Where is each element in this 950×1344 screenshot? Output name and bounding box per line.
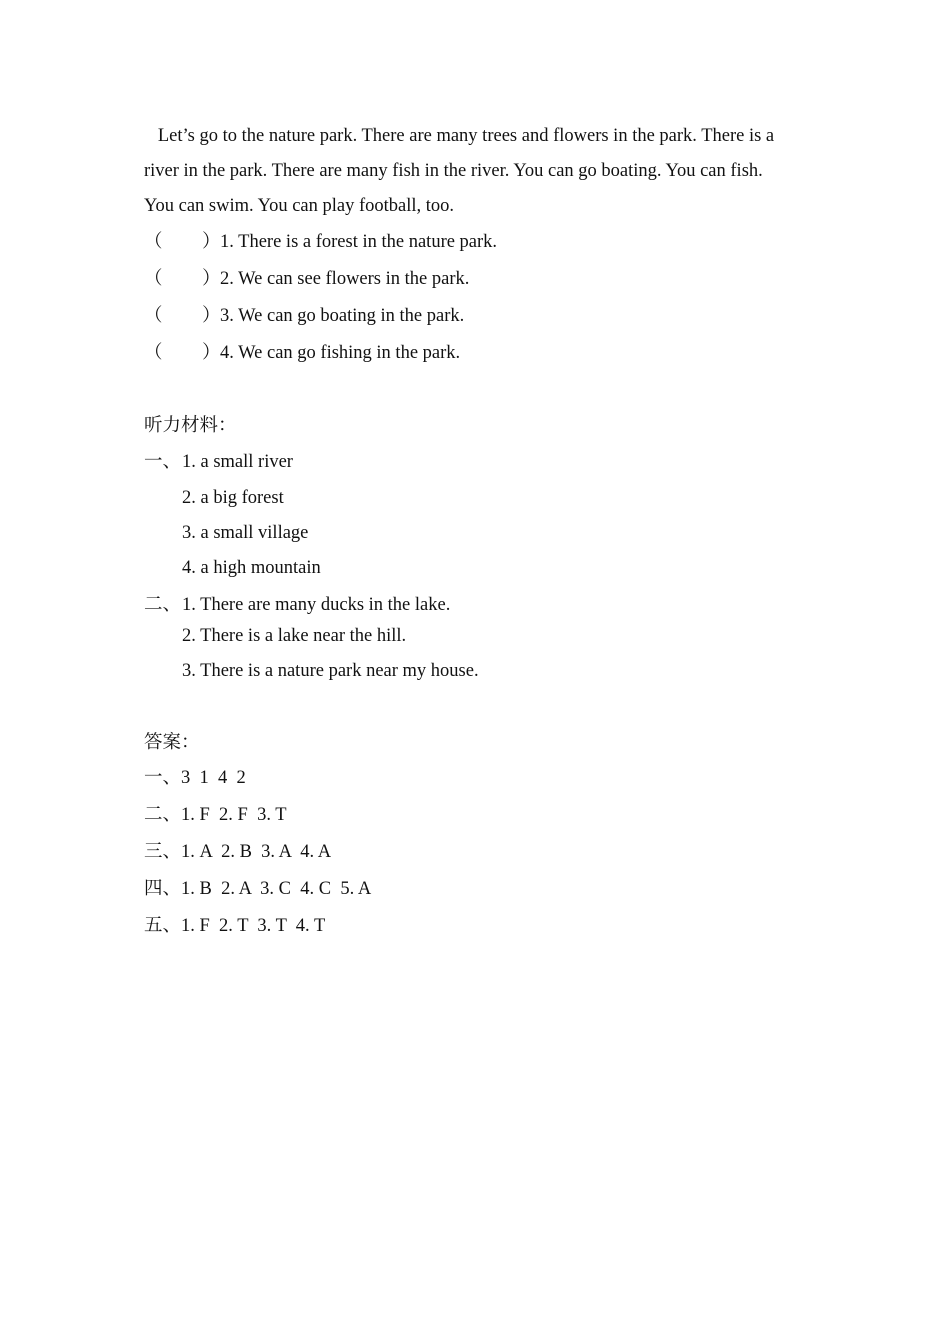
passage-line-1: Let’s go to the nature park. There are many trees and flowers in the park. There is a <box>144 126 775 146</box>
answer-blank-open: （ <box>144 232 163 252</box>
answer-blank-close: ） <box>202 306 221 326</box>
answer-blank-open: （ <box>144 343 163 363</box>
answer-blank-close: ） <box>202 343 221 363</box>
listening-part1-marker: 一、 <box>144 452 182 472</box>
answer-blank-close: ） <box>202 269 221 289</box>
listening-part2-marker: 二、 <box>144 595 182 615</box>
listening-item: 1. a small river <box>182 452 293 472</box>
listening-item: 2. a big forest <box>182 488 284 508</box>
answer-blank-close: ） <box>202 232 221 252</box>
answer-row: 三、1. A 2. B 3. A 4. A <box>144 842 332 862</box>
answer-row: 二、1. F 2. F 3. T <box>144 805 287 825</box>
answer-row: 五、1. F 2. T 3. T 4. T <box>144 916 326 936</box>
listening-item: 3. There is a nature park near my house. <box>182 661 479 681</box>
passage-line-2: river in the park. There are many fish in the river. You can go boating. You can fish. <box>144 161 763 181</box>
listening-item: 1. There are many ducks in the lake. <box>182 595 451 615</box>
question-text: 2. We can see flowers in the park. <box>220 269 470 289</box>
listening-item: 2. There is a lake near the hill. <box>182 626 407 646</box>
answers-heading: 答案： <box>144 733 200 753</box>
answer-row: 四、1. B 2. A 3. C 4. C 5. A <box>144 879 372 899</box>
listening-item: 3. a small village <box>182 523 309 543</box>
answer-blank-open: （ <box>144 306 163 326</box>
passage-line-3: You can swim. You can play football, too. <box>144 196 455 216</box>
question-3 <box>144 304 464 328</box>
question-1 <box>144 230 497 254</box>
question-2 <box>144 267 469 291</box>
question-4 <box>144 341 460 365</box>
answer-blank-open: （ <box>144 269 163 289</box>
listening-item: 4. a high mountain <box>182 558 321 578</box>
question-text: 3. We can go boating in the park. <box>220 306 465 326</box>
question-text: 4. We can go fishing in the park. <box>220 343 461 363</box>
listening-heading: 听力材料： <box>144 416 237 436</box>
answer-row: 一、3 1 4 2 <box>144 768 246 788</box>
question-text: 1. There is a forest in the nature park. <box>220 232 498 252</box>
